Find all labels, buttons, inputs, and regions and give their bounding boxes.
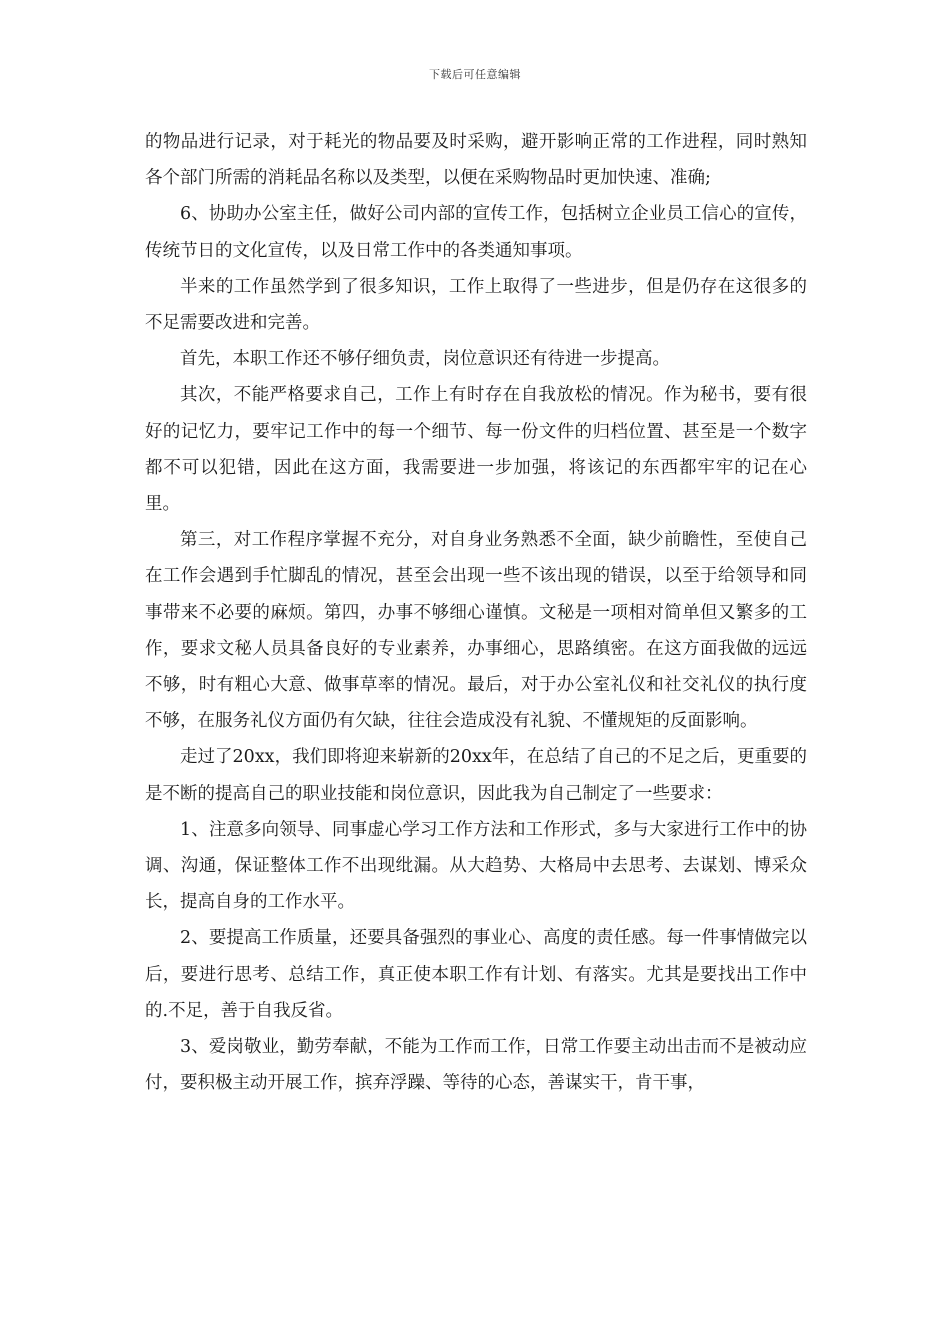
- paragraph: 走过了20xx，我们即将迎来崭新的20xx年，在总结了自己的不足之后，更重要的是不断的提高自己的职业技能和岗位意识，因此我为自己制定了一些要求：: [145, 747, 807, 804]
- document-body: [145, 124, 807, 1101]
- paragraph: 其次，不能严格要求自己，工作上有时存在自我放松的情况。作为秘书，要有很好的记忆力，要牢记工作中的每一个细节、每一份文件的归档位置、甚至是一个数字都不可以犯错，因此在这方面，我需要进一步加强，将该记的东西都牢牢的记在心里。: [145, 385, 807, 515]
- paragraph: 1、注意多向领导、同事虚心学习工作方法和工作形式，多与大家进行工作中的协调、沟通，保证整体工作不出现纰漏。从大趋势、大格局中去思考、去谋划、博采众长，提高自身的工作水平。: [145, 819, 807, 913]
- paragraph: 第三，对工作程序掌握不充分，对自身业务熟悉不全面，缺少前瞻性，至使自己在工作会遇到手忙脚乱的情况，甚至会出现一些不该出现的错误，以至于给领导和同事带来不必要的麻烦。第四，办事不够细心谨慎。文秘是一项相对简单但又繁多的工作，要求文秘人员具备良好的专业素养，办事细心，思路缜密。在这方面我做的远远不够，时有粗心大意、做事草率的情况。最后，对于办公室礼仪和社交礼仪的执行度不够，在服务礼仪方面仍有欠缺，往往会造成没有礼貌、不懂规矩的反面影响。: [145, 530, 807, 732]
- paragraph: 2、要提高工作质量，还要具备强烈的事业心、高度的责任感。每一件事情做完以后，要进行思考、总结工作，真正使本职工作有计划、有落实。尤其是要找出工作中的.不足，善于自我反省。: [145, 928, 807, 1021]
- paragraph: 半来的工作虽然学到了很多知识，工作上取得了一些进步，但是仍存在这很多的不足需要改进和完善。: [145, 276, 807, 334]
- paragraph: 6、协助办公室主任，做好公司内部的宣传工作，包括树立企业员工信心的宣传，传统节日的文化宣传，以及日常工作中的各类通知事项。: [145, 204, 807, 261]
- paragraph: 首先，本职工作还不够仔细负责，岗位意识还有待进一步提高。: [180, 349, 670, 370]
- paragraph: 的物品进行记录，对于耗光的物品要及时采购，避开影响正常的工作进程，同时熟知各个部门所需的消耗品名称以及类型，以便在采购物品时更加快速、准确;: [145, 132, 807, 189]
- page-header: 下载后可任意编辑: [429, 68, 521, 81]
- paragraph: 3、爱岗敬业，勤劳奉献，不能为工作而工作，日常工作要主动出击而不是被动应付，要积极主动开展工作，摈弃浮躁、等待的心态，善谋实干，肯干事，: [145, 1037, 807, 1094]
